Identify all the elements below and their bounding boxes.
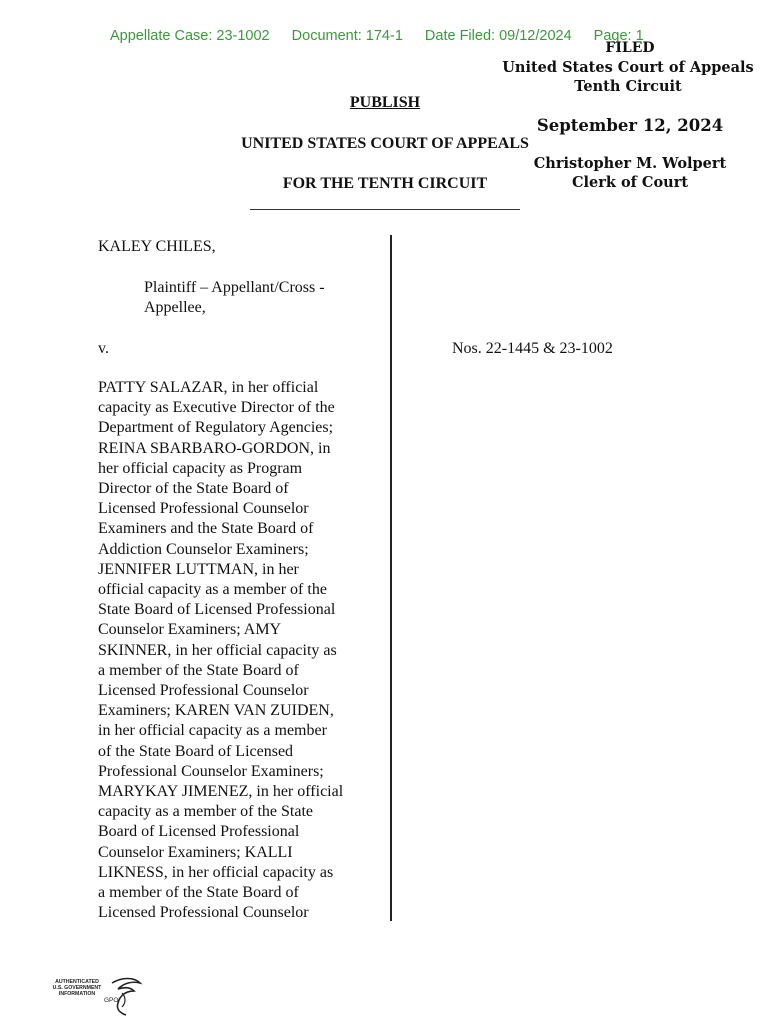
stamp-court-line1: United States Court of Appeals	[502, 59, 754, 76]
clerk-name: Christopher M. Wolpert	[533, 155, 727, 172]
defendant-line: JENNIFER LUTTMAN, in her	[98, 560, 299, 578]
title-divider	[250, 209, 520, 210]
defendant-line: Director of the State Board of	[98, 480, 289, 498]
versus: v.	[98, 340, 109, 357]
defendant-line: LIKNESS, in her official capacity as	[98, 863, 334, 881]
gpo-authentication-logo	[44, 975, 134, 1017]
defendant-line: capacity as Executive Director of the	[98, 399, 335, 417]
gpo-eagle-icon	[104, 975, 144, 1017]
defendant-line: PATTY SALAZAR, in her official	[98, 379, 319, 396]
stamp-court	[496, 58, 760, 96]
case-numbers: Nos. 22-1445 & 23-1002	[452, 340, 613, 357]
defendant-line: of the State Board of Licensed	[98, 742, 294, 760]
page-number: Page: 1	[593, 28, 644, 44]
court-title: UNITED STATES COURT OF APPEALS	[241, 135, 529, 152]
defendant-line: Counselor Examiners; KALLI	[98, 843, 293, 861]
defendant-line: Licensed Professional Counselor	[98, 682, 309, 700]
defendant-line: Examiners and the State Board of	[98, 520, 314, 538]
caption-divider	[390, 235, 392, 921]
defendant-line: Licensed Professional Counselor	[98, 904, 309, 922]
plaintiff-role-line2: Appellee,	[144, 299, 206, 317]
gpo-line2: U.S. GOVERNMENT	[52, 985, 102, 991]
circuit-title: FOR THE TENTH CIRCUIT	[282, 175, 488, 192]
gpo-line3: INFORMATION	[58, 991, 96, 997]
defendant-line: Addiction Counselor Examiners;	[98, 540, 309, 558]
defendant-line: Counselor Examiners; AMY	[98, 621, 282, 639]
plaintiff-role	[144, 278, 374, 318]
gpo-line1: AUTHENTICATED	[55, 979, 99, 985]
defendant-line: Professional Counselor Examiners;	[98, 762, 324, 780]
gpo-mark: GPO	[104, 997, 119, 1004]
defendant-line: a member of the State Board of	[98, 884, 299, 902]
plaintiff-name: KALEY CHILES,	[98, 238, 216, 255]
publish-label: PUBLISH	[349, 94, 421, 111]
defendant-line: REINA SBARBARO-GORDON, in	[98, 439, 331, 457]
defendant-line: Examiners; KAREN VAN ZUIDEN,	[98, 702, 334, 720]
defendant-line: MARYKAY JIMENEZ, in her official	[98, 783, 344, 801]
defendant-line: Department of Regulatory Agencies;	[98, 419, 334, 437]
defendant-line: Licensed Professional Counselor	[98, 500, 309, 518]
document-number: Document: 174-1	[291, 28, 403, 44]
defendant-line: her official capacity as Program	[98, 459, 303, 477]
defendant-line: State Board of Licensed Professional	[98, 601, 336, 619]
clerk-title: Clerk of Court	[571, 174, 689, 191]
defendant-line: a member of the State Board of	[98, 661, 299, 679]
defendants-list	[98, 378, 388, 923]
stamp-date: September 12, 2024	[536, 116, 724, 135]
defendant-line: capacity as a member of the State	[98, 803, 314, 821]
case-number: Appellate Case: 23-1002	[110, 28, 270, 44]
date-filed: Date Filed: 09/12/2024	[424, 28, 572, 44]
defendant-line: Board of Licensed Professional	[98, 823, 300, 841]
defendant-line: official capacity as a member of the	[98, 581, 327, 599]
defendant-line: SKINNER, in her official capacity as	[98, 641, 337, 659]
stamp-court-line2: Tenth Circuit	[574, 78, 682, 95]
gpo-text	[44, 979, 110, 997]
defendant-line: in her official capacity as a member	[98, 722, 327, 740]
filed-stamp: FILED	[605, 40, 655, 56]
plaintiff-role-line1: Plaintiff – Appellant/Cross -	[144, 279, 325, 296]
